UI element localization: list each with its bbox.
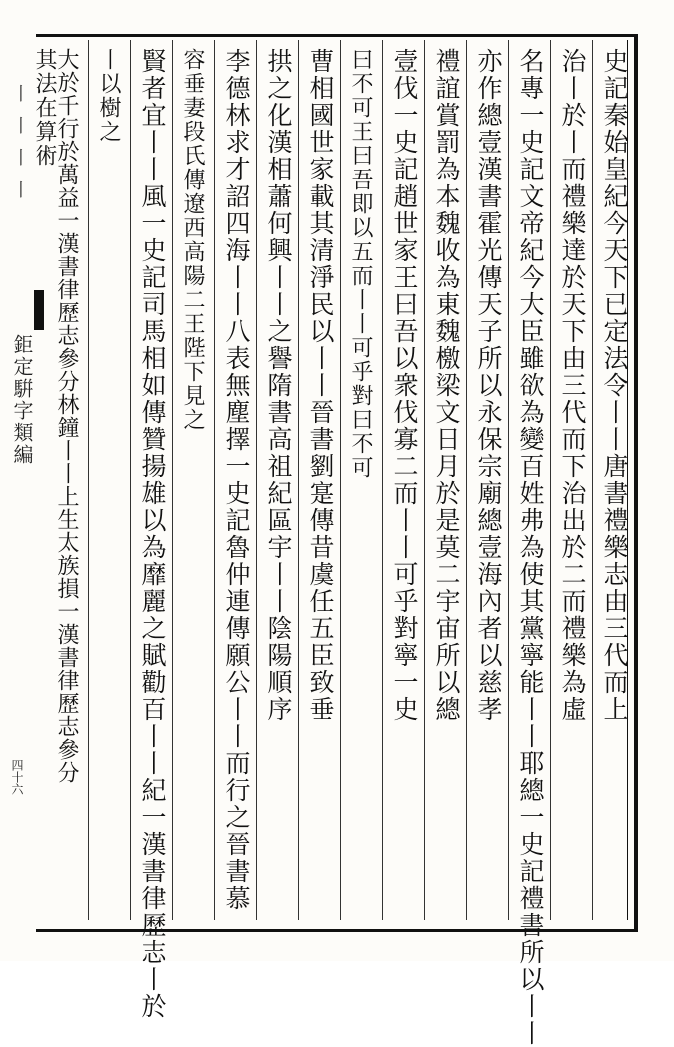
text-column-3: 名專一史記文帝紀今大臣雖欲為變百姓弗為使其黨寧能丨丨耶總一史記禮書所以丨丨 (516, 48, 545, 1047)
text-column-12: 賢者宜丨丨風一史記司馬相如傳贊揚雄以為靡麗之賦勸百丨丨紀一漢書律歷志丨於 (138, 48, 167, 1020)
text-column-15: 其法在算術 (32, 48, 57, 168)
margin-marks: 丨丨丨丨 (9, 84, 30, 212)
text-column-9: 拱之化漢相蕭何興丨丨之譽隋書高祖紀區宇丨丨陰陽順序 (264, 48, 293, 723)
text-column-8: 曹相國世家載其清淨民以丨丨晉書劉寔傳昔虞任五臣致垂 (306, 48, 335, 723)
page-number: 四十六 (10, 759, 24, 795)
text-column-5: 禮誼賞罰為本魏收為東魏檄梁文日月於是莫二宇宙所以總 (432, 48, 461, 723)
text-column-13: 丨以樹之 (96, 48, 121, 144)
text-column-14: 大於千行於萬益一漢書律歷志參分林鐘丨丨上生太族損一漢書律歷志參分 (54, 48, 79, 784)
text-column-10: 李德林求才詔四海丨丨八表無塵擇一史記魯仲連傳願公丨丨而行之晉書慕 (222, 48, 251, 912)
text-column-4: 亦作總壹漢書霍光傳天子所以永保宗廟總壹海內者以慈孝 (474, 48, 503, 723)
text-column-1: 史記秦始皇紀今天下已定法令丨丨唐書禮樂志由三代而上 (600, 48, 629, 723)
book-title: 鉅定騈字類編 (10, 334, 34, 466)
text-column-7: 曰不可王曰吾即以五而丨丨可乎對曰不可 (348, 48, 373, 480)
text-column-11: 容垂妻段氏傳遼西高陽二王陛下見之 (180, 48, 205, 432)
text-column-6: 壹伐一史記趙世家王曰吾以衆伐寡二而丨丨可乎對寧一史 (390, 48, 419, 723)
text-column-2: 治丨於丨而禮樂達於天下由三代而下治出於二而禮樂為虛 (558, 48, 587, 723)
column-rule (88, 40, 89, 920)
